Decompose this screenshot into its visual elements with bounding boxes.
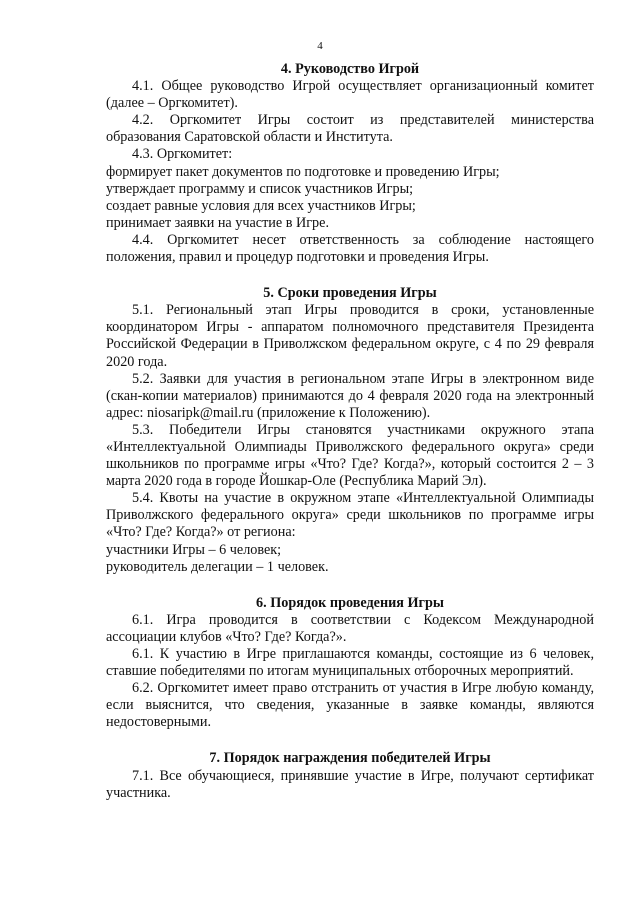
paragraph: 4.2. Оргкомитет Игры состоит из представителей министерства образования Саратовской области и Института. [106,112,594,146]
section-5 [106,285,594,576]
paragraph: 6.1. Игра проводится в соответствии с Кодексом Международной ассоциации клубов «Что? Где? Когда?». [106,611,594,645]
section-4 [106,61,594,266]
paragraph: 5.4. Квоты на участие в окружном этапе «Интеллектуальной Олимпиады Приволжского федерального округа» среди школьников по программе игры «Что? Где? Когда?» от региона: [106,490,594,541]
paragraph: 6.2. Оргкомитет имеет право отстранить от участия в Игре любую команду, если выяснится, что сведения, указанные в заявке команды, являются недостоверными. [106,680,594,731]
paragraph: 5.1. Региональный этап Игры проводится в сроки, установленные координатором Игры - аппаратом полномочного представителя Президента Российской Федерации в Приволжском федеральном округе, с 4 по 29 февраля 2020 года. [106,302,594,370]
list-item: руководитель делегации – 1 человек. [106,558,329,575]
paragraph: 4.3. Оргкомитет: [132,146,233,163]
list-item: формирует пакет документов по подготовке и проведению Игры; [106,163,500,180]
paragraph: 4.1. Общее руководство Игрой осуществляет организационный комитет (далее – Оргкомитет). [106,78,594,112]
list-item: принимает заявки на участие в Игре. [106,214,329,231]
paragraph: 5.2. Заявки для участия в региональном этапе Игры в электронном виде (скан-копии материалов) принимаются до 4 февраля 2020 года на электронный адрес: niosaripk@mail.ru (приложение к Положению). [106,370,594,421]
section-heading: 6. Порядок проведения Игры [256,594,444,611]
paragraph: 7.1. Все обучающиеся, принявшие участие в Игре, получают сертификат участника. [106,767,594,801]
paragraph: 6.1. К участию в Игре приглашаются команды, состоящие из 6 человек, ставшие победителями по итогам муниципальных отборочных мероприятий. [106,646,594,680]
section-heading: 5. Сроки проведения Игры [263,285,437,302]
page-number: 4 [317,40,323,52]
paragraph: 5.3. Победители Игры становятся участниками окружного этапа «Интеллектуальной Олимпиады Приволжского федерального округа» среди школьников по программе игры «Что? Где? Когда?», который состоится 2 – 3 марта 2020 года в городе Йошкар-Оле (Республика Марий Эл). [106,421,594,490]
list-item: создает равные условия для всех участников Игры; [106,197,416,214]
section-7 [106,750,594,801]
list-item: утверждает программу и список участников Игры; [106,180,414,197]
list-item: участники Игры – 6 человек; [106,541,282,558]
section-heading: 4. Руководство Игрой [280,61,420,77]
section-heading: 7. Порядок награждения победителей Игры [209,750,491,767]
paragraph: 4.4. Оргкомитет несет ответственность за соблюдение настоящего положения, правил и процедур подготовки и проведения Игры. [106,231,594,266]
section-6 [106,595,594,732]
document-body [106,61,594,821]
